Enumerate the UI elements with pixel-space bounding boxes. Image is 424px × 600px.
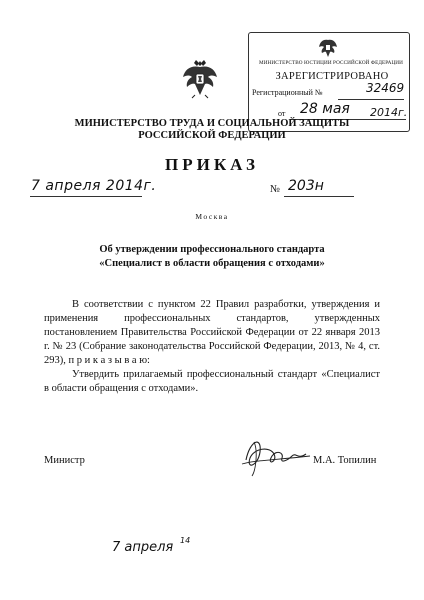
stamp-emblem-icon bbox=[318, 37, 338, 59]
stamp-organization: МИНИСТЕРСТВО ЮСТИЦИИ РОССИЙСКОЙ ФЕДЕРАЦИИ bbox=[258, 60, 403, 66]
stamp-date-handwritten: 28 мая bbox=[300, 101, 350, 117]
handwritten-signature bbox=[236, 430, 316, 480]
subject-line-2: «Специалист в области обращения с отходами» bbox=[99, 258, 325, 269]
stamp-date-label: от bbox=[278, 109, 286, 118]
signatory-name: М.А. Топилин bbox=[313, 455, 377, 466]
order-number-underline bbox=[284, 196, 354, 197]
stamp-year: 2014г. bbox=[370, 106, 408, 119]
coat-of-arms-icon bbox=[181, 57, 219, 99]
handwritten-note-day: 14 bbox=[180, 536, 191, 545]
stamp-title: ЗАРЕГИСТРИРОВАНО bbox=[275, 71, 389, 82]
ministry-name bbox=[60, 118, 364, 142]
subject-line-1: Об утверждении профессионального стандарта bbox=[99, 244, 325, 255]
stamp-registration-label: Регистрационный № bbox=[252, 88, 323, 97]
order-number-handwritten: 203н bbox=[288, 178, 324, 194]
order-date-handwritten: 7 апреля 2014г. bbox=[31, 178, 157, 194]
stamp-registration-number: 32469 bbox=[366, 81, 405, 95]
signatory-title: Министр bbox=[44, 455, 85, 466]
body-paragraph-1: В соответствии с пунктом 22 Правил разработки, утверждения и применения профессиональных стандартов, утвержденных постановлением Правительства Российской Федерации от 22 января 2013 г. № 23 (Собрание законодательства Российской Федерации, 2013, № 4, ст. 293), п р и к а з ы в а ю: bbox=[44, 299, 380, 366]
body-paragraph-2: Утвердить прилагаемый профессиональный стандарт «Специалист в области обращения с отходами». bbox=[44, 369, 380, 394]
order-date-underline bbox=[30, 196, 142, 197]
ministry-line-2: РОССИЙСКОЙ ФЕДЕРАЦИИ bbox=[138, 130, 286, 141]
order-title: ПРИКАЗ bbox=[165, 155, 259, 174]
order-subject bbox=[60, 243, 364, 271]
handwritten-note: 7 апреля bbox=[112, 540, 174, 555]
ministry-line-1: МИНИСТЕРСТВО ТРУДА И СОЦИАЛЬНОЙ ЗАЩИТЫ bbox=[74, 118, 350, 129]
stamp-reg-underline bbox=[338, 99, 404, 100]
order-number-label: № bbox=[270, 184, 281, 195]
city: Москва bbox=[195, 212, 229, 221]
